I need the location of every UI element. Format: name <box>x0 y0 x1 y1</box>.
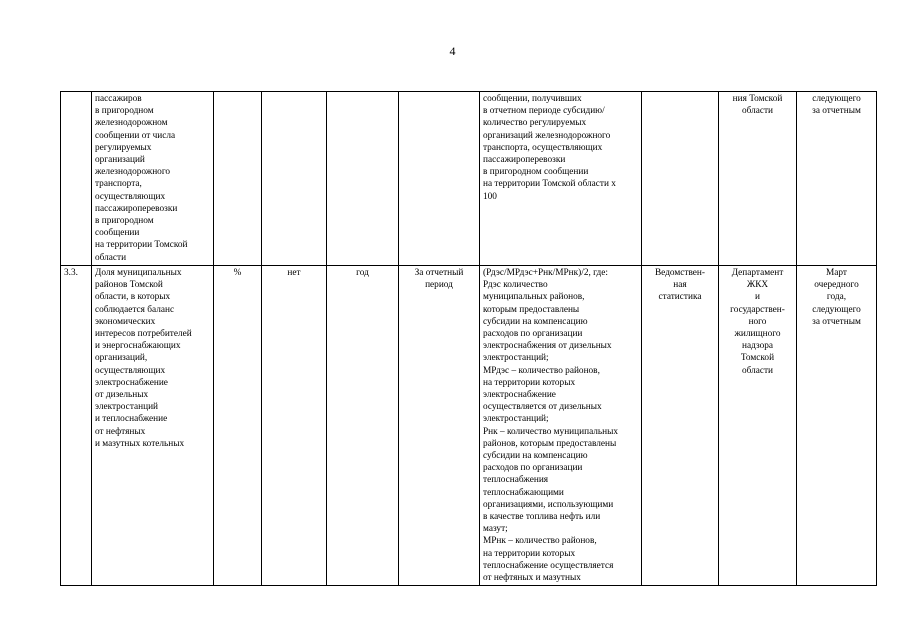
text-line: ная <box>673 280 687 291</box>
text-line: сообщении, получивших <box>483 94 582 104</box>
text-line: экономических <box>95 316 156 327</box>
text-line: области, в которых <box>95 292 171 303</box>
text-line: соблюдается баланс <box>95 304 175 315</box>
text-line: и <box>755 292 760 303</box>
text-line: на территории Томской области х <box>483 179 616 190</box>
text-line: МРдэс – количество районов, <box>483 365 600 376</box>
indicator-name-cell <box>92 92 214 266</box>
text-line: следующего <box>812 304 861 315</box>
text-line: интересов потребителей <box>95 329 192 340</box>
text-line: электроснабжение <box>483 390 556 401</box>
text-line: от нефтяных <box>95 426 146 437</box>
text-line: и мазутных котельных <box>95 438 185 449</box>
text-line: государствен- <box>730 304 785 315</box>
text-line: осуществляющих <box>95 191 166 202</box>
timing-cell <box>399 266 480 586</box>
text-line: субсидии на компенсацию <box>483 316 588 327</box>
text-line: За отчетный <box>414 268 464 278</box>
text-line: районов, которым предоставлены <box>483 438 617 449</box>
text-line: и теплоснабжение <box>95 414 168 425</box>
text-line: в пригородном <box>95 106 154 117</box>
text-line: сообщении <box>95 228 140 239</box>
text-line: за отчетным <box>812 316 861 327</box>
text-line: Департамент <box>731 268 784 278</box>
column-4-cell <box>262 92 327 266</box>
text-line: надзора <box>742 341 773 352</box>
text-line: которым предоставлены <box>483 304 580 315</box>
text-line: за отчетным <box>812 106 861 117</box>
text-line: осуществляющих <box>95 365 166 376</box>
text-line: области <box>95 252 127 263</box>
text-line: ЖКХ <box>746 280 769 291</box>
text-line: Рнк – количество муниципальных <box>483 426 619 437</box>
text-line: пассажироперевозки <box>483 155 566 166</box>
text-line: в качестве топлива нефть или <box>483 512 601 523</box>
indicator-name-cell <box>92 266 214 586</box>
text-line: организаций <box>95 155 145 166</box>
text-line: от дизельных <box>95 390 149 401</box>
text-line: жилищного <box>734 329 781 340</box>
text-line: ного <box>748 316 767 327</box>
text-line: от нефтяных и мазутных <box>483 573 581 584</box>
text-line: Доля муниципальных <box>95 268 182 278</box>
text-line: в отчетном периоде субсидию/ <box>483 106 605 117</box>
text-line: года, <box>826 292 847 303</box>
text-line: муниципальных районов, <box>483 292 585 303</box>
deadline-cell <box>797 266 877 586</box>
text-line: сообщении от числа <box>95 130 176 141</box>
text-line: электроснабжения от дизельных <box>483 341 612 352</box>
text-line: осуществляется от дизельных <box>483 402 602 413</box>
unit-cell <box>214 92 262 266</box>
column-4-cell: нет <box>262 266 327 586</box>
text-line: очередного <box>814 280 859 291</box>
deadline-cell <box>797 92 877 266</box>
text-line: электроснабжение <box>95 377 168 388</box>
source-cell <box>642 92 719 266</box>
text-line: период <box>425 280 453 291</box>
text-line: теплоснабжения <box>483 475 549 486</box>
table-row <box>61 92 877 266</box>
text-line: ния Томской <box>732 94 783 104</box>
text-line: на территории Томской <box>95 240 188 251</box>
text-line: транспорта, <box>95 179 142 190</box>
table-row <box>61 266 877 586</box>
text-line: Рдэс количество <box>483 280 548 291</box>
text-line: Март <box>826 268 847 278</box>
text-line: организаций, <box>95 353 148 364</box>
responsible-cell <box>719 266 797 586</box>
text-line: железнодорожного <box>95 167 171 178</box>
text-line: расходов по организации <box>483 329 583 340</box>
text-line: Томской <box>740 353 775 364</box>
source-cell <box>642 266 719 586</box>
period-cell <box>327 92 399 266</box>
period-cell <box>327 266 399 586</box>
page-number: 4 <box>449 44 456 58</box>
text-line: пассажиров <box>95 94 142 104</box>
text-line: субсидии на компенсацию <box>483 451 588 462</box>
formula-cell <box>480 266 642 586</box>
text-line: на территории которых <box>483 377 576 388</box>
text-line: и энергоснабжающих <box>95 341 181 352</box>
responsible-cell <box>719 92 797 266</box>
text-line: транспорта, осуществляющих <box>483 142 603 153</box>
text-line: 100 <box>483 191 497 202</box>
text-line: регулируемых <box>95 142 152 153</box>
text-line: железнодорожном <box>95 118 168 129</box>
text-line: районов Томской <box>95 280 163 291</box>
text-line: электростанций; <box>483 353 549 364</box>
text-line: в пригородном сообщении <box>483 167 589 178</box>
text-line: количество регулируемых <box>483 118 587 129</box>
text-line: в пригородном <box>95 216 154 227</box>
text-line: теплоснабжающими <box>483 487 564 498</box>
row-number-cell <box>61 92 92 266</box>
text-line: расходов по организации <box>483 463 583 474</box>
formula-cell <box>480 92 642 266</box>
text-line: организациями, использующими <box>483 499 614 510</box>
unit-cell: % <box>214 266 262 586</box>
indicators-table <box>60 91 877 586</box>
text-line: пассажироперевозки <box>95 203 178 214</box>
text-line: на территории которых <box>483 548 576 559</box>
text-line: следующего <box>812 94 861 104</box>
text-line: статистика <box>658 292 702 303</box>
text-line: области <box>741 365 774 376</box>
text-line: мазут; <box>483 524 508 535</box>
text-line: год <box>356 268 369 278</box>
text-line: организаций железнодорожного <box>483 130 611 141</box>
timing-cell <box>399 92 480 266</box>
text-line: (Рдэс/МРдэс+Рнк/МРнк)/2, где: <box>483 268 608 278</box>
text-line: электростанций; <box>483 414 549 425</box>
text-line: области <box>741 106 774 117</box>
text-line: электростанций <box>95 402 159 413</box>
text-line: МРнк – количество районов, <box>483 536 597 547</box>
text-line: теплоснабжение осуществляется <box>483 560 614 571</box>
text-line: Ведомствен- <box>654 268 705 278</box>
row-number-cell: 3.3. <box>61 266 92 586</box>
